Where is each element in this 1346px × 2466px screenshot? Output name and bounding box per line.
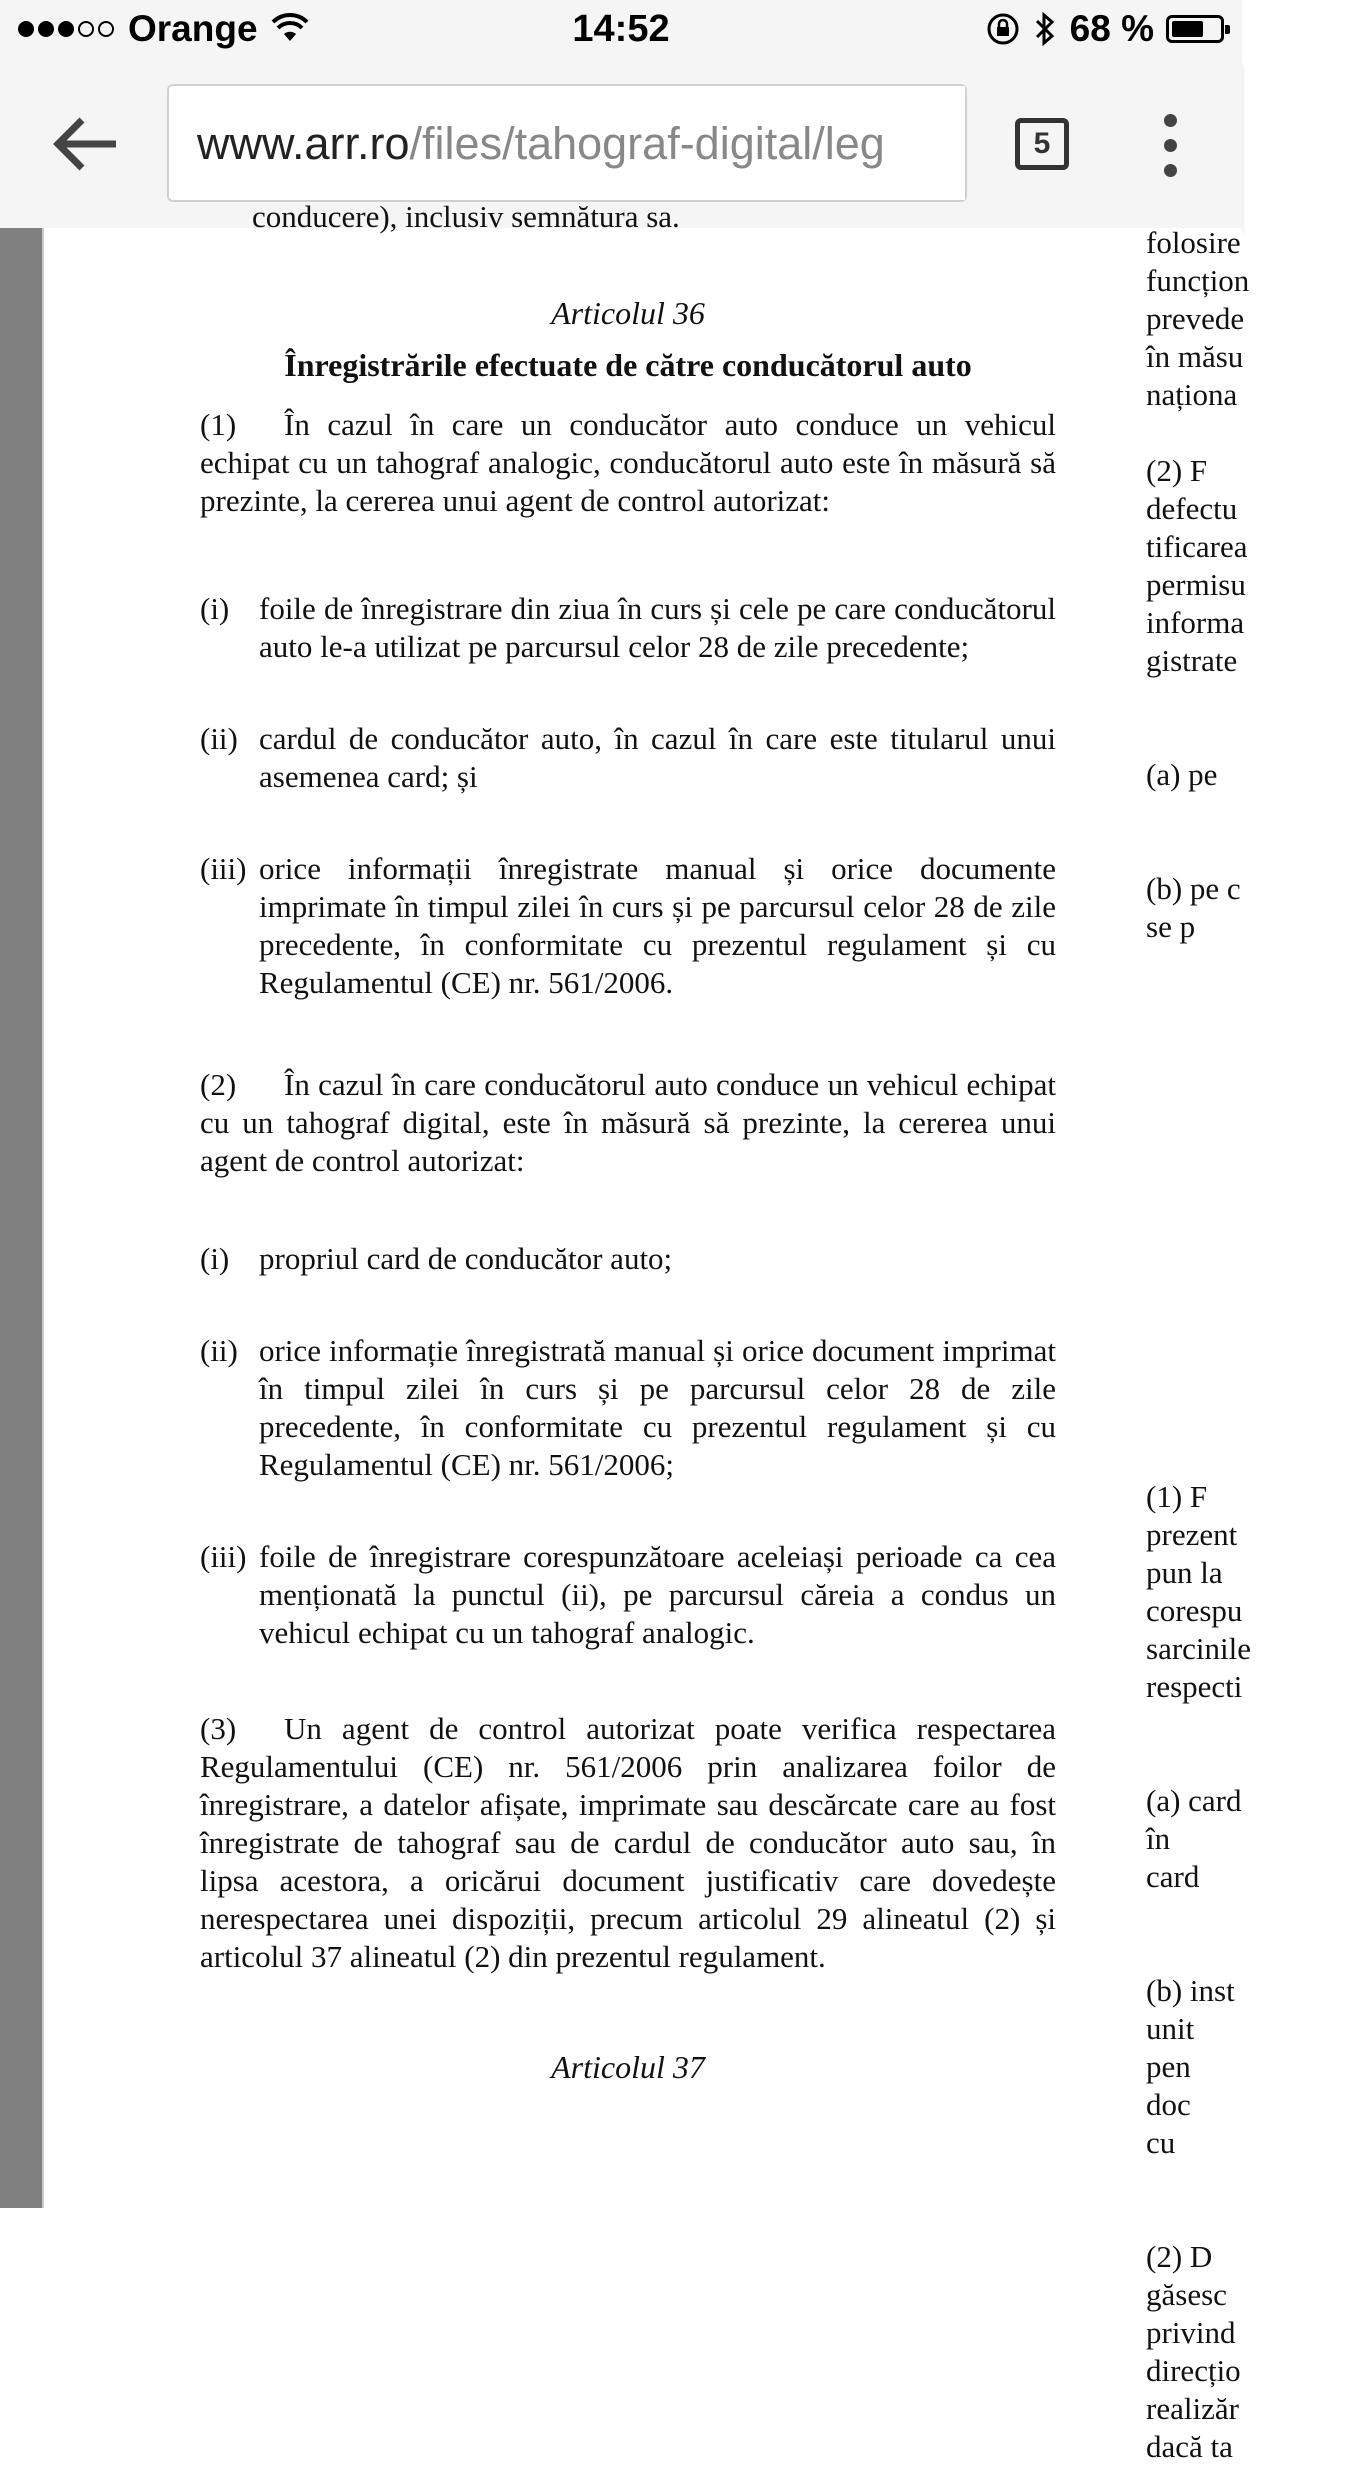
adjacent-page-line — [1146, 946, 1346, 984]
adjacent-page-line — [1146, 1440, 1346, 1478]
adjacent-page-line: realizăr — [1146, 2391, 1239, 2426]
paragraph-number: (3) — [200, 1711, 237, 1746]
adjacent-page-line: permisu — [1146, 567, 1246, 602]
adjacent-page-column — [1146, 224, 1346, 2466]
adjacent-page-line: tificarea — [1146, 529, 1248, 564]
adjacent-page-line — [1146, 1098, 1346, 1136]
adjacent-page-line — [1146, 1896, 1346, 1934]
list-item — [200, 1332, 1056, 1484]
rotation-lock-icon — [986, 12, 1020, 46]
article-number: Articolul 36 — [551, 295, 705, 331]
next-article-number: Articolul 37 — [551, 2049, 705, 2085]
paragraph-text: Un agent de control autorizat poate verifica respectarea Regulamentului (CE) nr. 561/2006 prin analizarea foilor de înregistrare, a datelor afișate, imprimate sau descărcate care au fost înregistrate de tahograf sau de cardul de conducător auto sau, în lipsa acestora, a oricărui document justificativ care dovedește nerespectarea unei dispoziții, precum articolul 29 alineatul (2) și articolul 37 alineatul (2) din prezentul regulament. — [200, 1711, 1056, 1974]
item-text: foile de înregistrare corespunzătoare aceleiași perioade ca cea menționată la punctul (ii), pe parcursul căreia a condus un vehicul echipat cu un tahograf analogic. — [259, 1539, 1056, 1650]
adjacent-page-line: (a) pe — [1146, 757, 1218, 792]
list-item — [200, 850, 1056, 1002]
status-right — [986, 8, 1224, 50]
url-domain: www.arr.ro — [197, 118, 410, 169]
adjacent-page-line — [1146, 1136, 1346, 1174]
adjacent-page-line: card — [1146, 1859, 1200, 1894]
pdf-viewer[interactable] — [0, 199, 1252, 2464]
status-bar — [0, 0, 1242, 62]
item-text: cardul de conducător auto, în cazul în care este titularul unui asemenea card; și — [259, 721, 1056, 794]
bluetooth-icon — [1034, 11, 1056, 47]
adjacent-page-line — [1146, 1326, 1346, 1364]
adjacent-page-line: defectu — [1146, 491, 1238, 526]
paragraph-number: (1) — [200, 407, 237, 442]
adjacent-page-line — [1146, 1174, 1346, 1212]
adjacent-page-line: în măsu — [1146, 339, 1244, 374]
overflow-menu-icon[interactable] — [1150, 114, 1190, 182]
adjacent-page-line: unit — [1146, 2011, 1195, 2046]
adjacent-page-line — [1146, 1288, 1346, 1326]
adjacent-page-line: dacă ta — [1146, 2429, 1233, 2464]
item-number: (iii) — [200, 851, 247, 886]
battery-icon — [1166, 15, 1224, 43]
adjacent-page-line — [1146, 680, 1346, 718]
adjacent-page-line: naționa — [1146, 377, 1238, 412]
adjacent-page-line: se p — [1146, 909, 1196, 944]
adjacent-page-line: (b) inst — [1146, 1973, 1235, 2008]
item-text: orice informații înregistrate manual și orice documente imprimate în timpul zilei în curs și pe parcursul celor 28 de zile precedente, în conformitate cu prezentul regulament și cu Regulamentul (CE) nr. 561/2006. — [259, 851, 1056, 1000]
list-item — [200, 1538, 1056, 1652]
paragraph-text: În cazul în care un conducător auto conduce un vehicul echipat cu un tahograf analogic, conducătorul auto este în măsură să prezinte, la cererea unui agent de control autorizat: — [200, 407, 1056, 518]
adjacent-page-line: găsesc — [1146, 2277, 1227, 2312]
adjacent-page-line: doc — [1146, 2087, 1191, 2122]
adjacent-page-line: informa — [1146, 605, 1245, 640]
adjacent-page-line: (2) F — [1146, 453, 1208, 488]
address-bar[interactable] — [167, 84, 967, 202]
paragraph-number: (2) — [200, 1067, 237, 1102]
adjacent-page-line: cu — [1146, 2125, 1176, 2160]
adjacent-page-line: respecti — [1146, 1669, 1243, 1704]
adjacent-page-line — [1146, 2200, 1346, 2238]
document-page — [200, 198, 1056, 2086]
adjacent-page-line — [1146, 1706, 1346, 1744]
adjacent-page-line: (1) F — [1146, 1479, 1208, 1514]
item-number: (iii) — [200, 1539, 247, 1574]
adjacent-page-line — [1146, 1744, 1346, 1782]
item-text: foile de înregistrare din ziua în curs și cele pe care conducătorul auto le-a utilizat pe parcursul celor 28 de zile precedente; — [259, 591, 1056, 664]
list-item — [200, 590, 1056, 666]
adjacent-page-line — [1146, 832, 1346, 870]
adjacent-page-line — [1146, 1250, 1346, 1288]
adjacent-page-line: sarcinile — [1146, 1631, 1252, 1666]
adjacent-page-line — [1146, 1402, 1346, 1440]
battery-level-fill — [1172, 21, 1203, 37]
adjacent-page-line — [1146, 1022, 1346, 1060]
adjacent-page-line — [1146, 2162, 1346, 2200]
adjacent-page-line: (b) pe c — [1146, 871, 1241, 906]
item-number: (ii) — [200, 721, 238, 756]
paragraph-3 — [200, 1710, 1056, 1976]
adjacent-page-line: funcțion — [1146, 263, 1250, 298]
adjacent-page-line — [1146, 984, 1346, 1022]
adjacent-page-line — [1146, 1060, 1346, 1098]
adjacent-page-line — [1146, 718, 1346, 756]
adjacent-page-line: folosire — [1146, 225, 1241, 260]
adjacent-page-line: prezent — [1146, 1517, 1238, 1552]
adjacent-page-line: prevede — [1146, 301, 1245, 336]
address-text[interactable] — [197, 118, 885, 170]
item-number: (ii) — [200, 1333, 238, 1368]
adjacent-page-line — [1146, 794, 1346, 832]
adjacent-page-line — [1146, 1934, 1346, 1972]
article-title: Înregistrările efectuate de către conducătorul auto — [284, 347, 972, 383]
url-fade — [905, 86, 965, 200]
paragraph-text: În cazul în care conducătorul auto conduce un vehicul echipat cu un tahograf digital, este în măsură să prezinte, la cererea unui agent de control autorizat: — [200, 1067, 1056, 1178]
adjacent-page-line — [1146, 1212, 1346, 1250]
page-margin-bar — [0, 228, 42, 2208]
item-text: propriul card de conducător auto; — [259, 1241, 673, 1276]
carrier-name: Orange — [128, 8, 258, 49]
adjacent-page-line: direcțio — [1146, 2353, 1241, 2388]
adjacent-page-line: (a) card — [1146, 1783, 1242, 1818]
item-number: (i) — [200, 1241, 230, 1276]
paragraph-1 — [200, 406, 1056, 520]
tab-switcher-button[interactable] — [1015, 118, 1069, 170]
back-arrow-icon[interactable] — [40, 106, 130, 186]
tab-count: 5 — [1033, 127, 1051, 160]
item-number: (i) — [200, 591, 230, 626]
adjacent-page-line — [1146, 414, 1346, 452]
adjacent-page-line: corespu — [1146, 1593, 1243, 1628]
adjacent-page-line: privind — [1146, 2315, 1236, 2350]
url-path: /files/tahograf-digital/leg — [409, 118, 885, 169]
paragraph-2 — [200, 1066, 1056, 1180]
battery-percentage: 68 % — [1069, 8, 1154, 49]
adjacent-page-line: pen — [1146, 2049, 1191, 2084]
list-item — [200, 720, 1056, 796]
status-time: 14:52 — [572, 8, 670, 50]
list-item — [200, 1240, 1056, 1278]
adjacent-page-line: în — [1146, 1821, 1171, 1856]
adjacent-page-line: gistrate — [1146, 643, 1238, 678]
adjacent-page-line — [1146, 1364, 1346, 1402]
adjacent-page-line: pun la — [1146, 1555, 1223, 1590]
previous-text-line: conducere), inclusiv semnătura sa. — [252, 199, 680, 234]
item-text: orice informație înregistrată manual și orice document imprimat în timpul zilei în curs și pe parcursul celor 28 de zile precedente, în conformitate cu prezentul regulament și cu Regulamentul (CE) nr. 561/2006; — [259, 1333, 1056, 1482]
adjacent-page-line: (2) D — [1146, 2239, 1213, 2274]
